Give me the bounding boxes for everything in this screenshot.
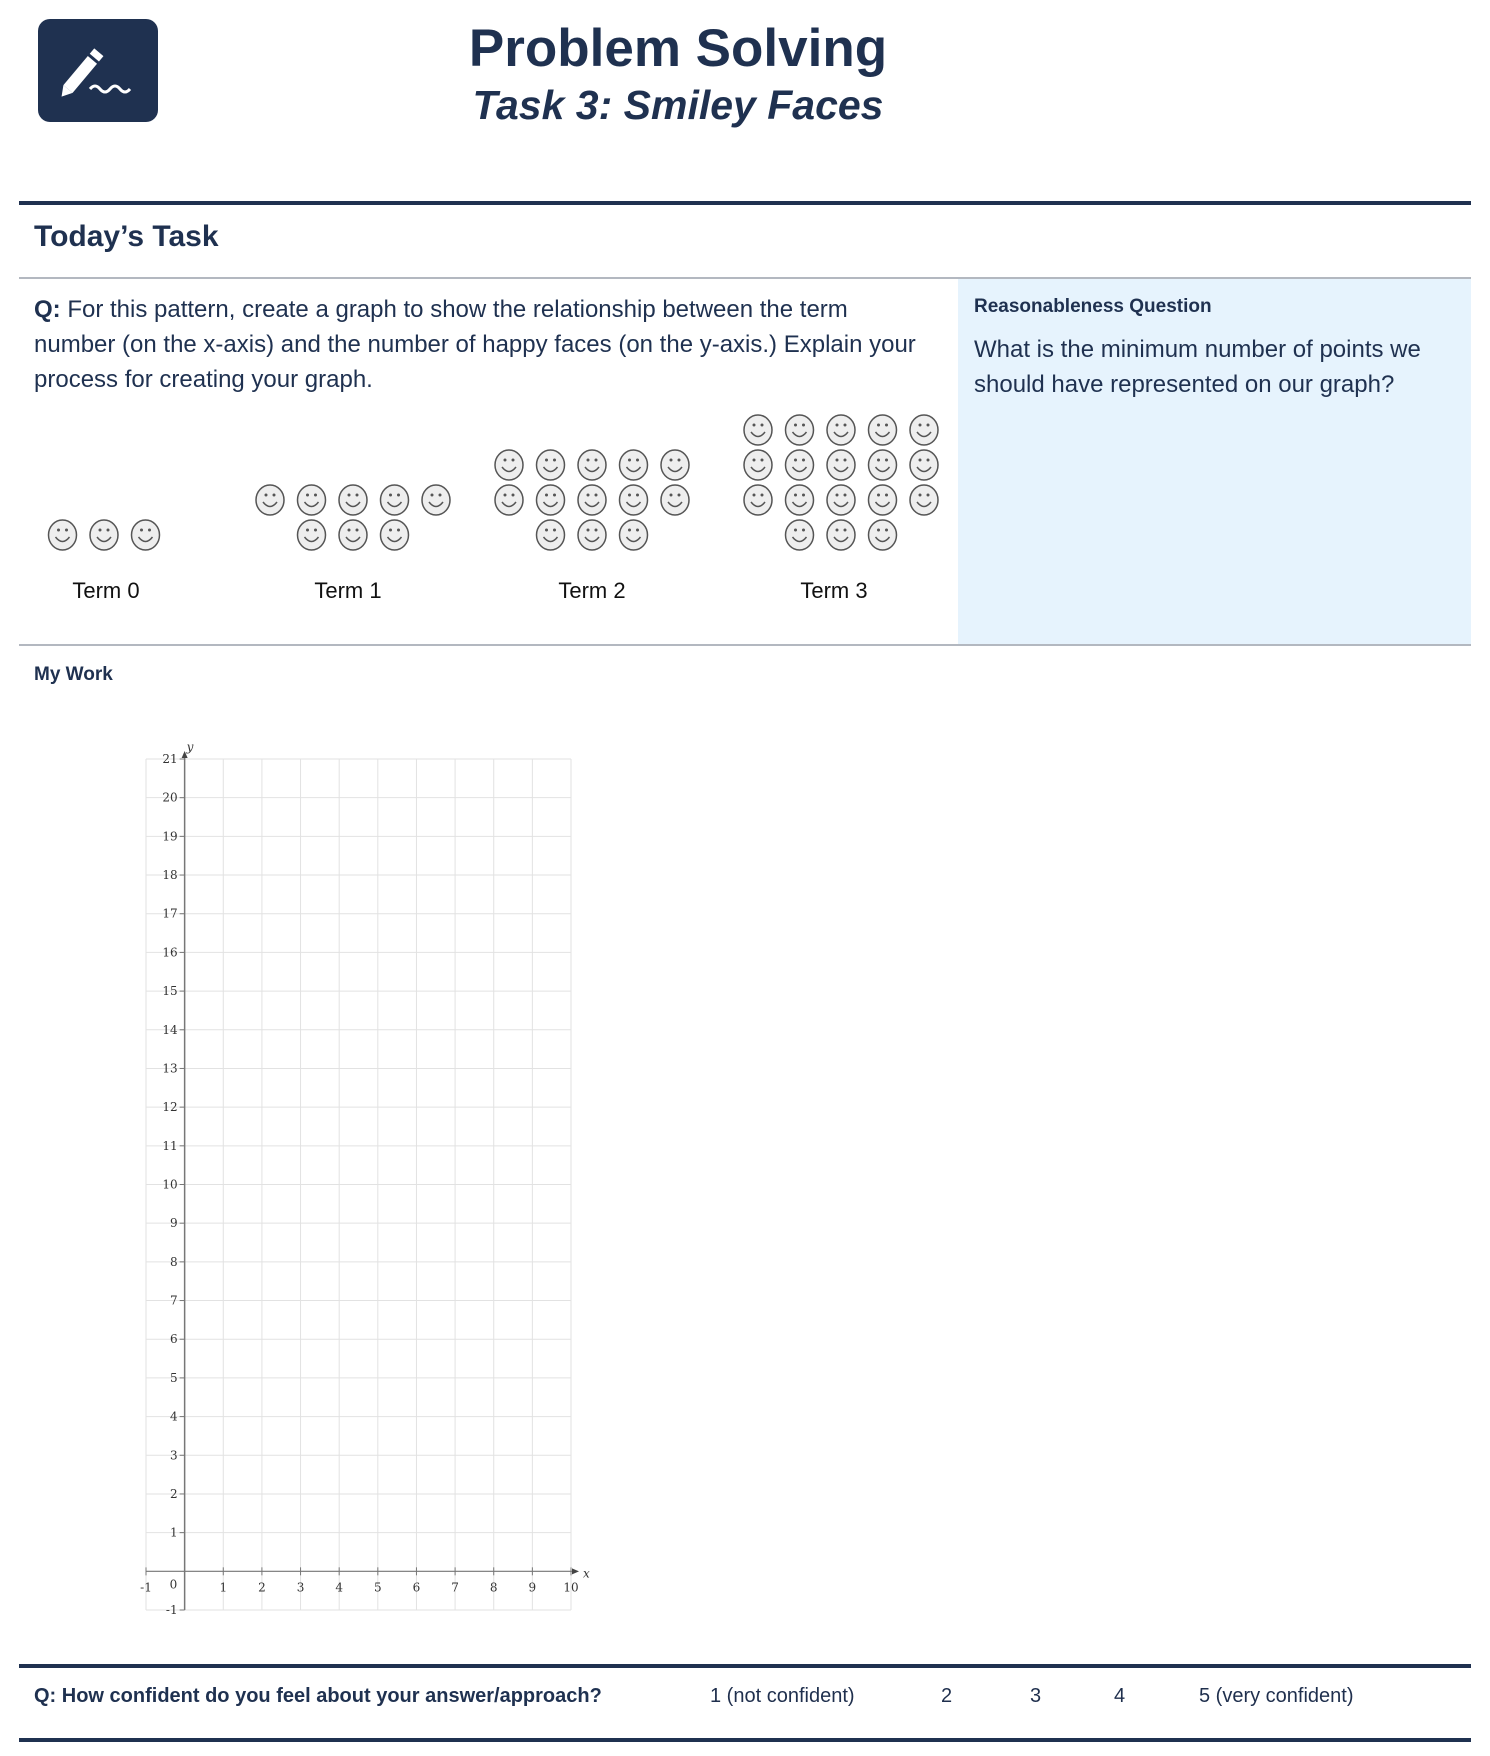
smiley-face-icon (578, 450, 606, 480)
question-prefix: Q: (34, 296, 61, 323)
y-tick-label: -1 (165, 1603, 178, 1617)
smiley-face-icon (620, 450, 648, 480)
x-tick-label: 9 (528, 1580, 537, 1595)
smiley-face-icon (786, 520, 814, 550)
term-label: Term 3 (800, 578, 868, 603)
x-tick-label: 5 (373, 1580, 382, 1595)
smiley-face-icon (786, 415, 814, 445)
smiley-face-icon (339, 520, 367, 550)
y-tick-label: 14 (162, 1022, 178, 1037)
term-label: Term 0 (72, 578, 140, 603)
smiley-face-icon (869, 485, 897, 515)
y-tick-label: 10 (162, 1177, 178, 1192)
y-tick-label: 8 (169, 1254, 178, 1269)
smiley-face-icon (661, 485, 689, 515)
smiley-face-icon (827, 485, 855, 515)
smiley-face-icon (620, 485, 648, 515)
x-axis-label: x (583, 1566, 590, 1581)
x-tick-label: 1 (219, 1580, 228, 1595)
smiley-face-icon (869, 415, 897, 445)
reasonableness-heading: Reasonableness Question (974, 296, 1212, 317)
x-axis-arrow (572, 1568, 579, 1574)
page-subtitle: Task 3: Smiley Faces (472, 82, 884, 128)
smiley-face-icon (578, 485, 606, 515)
term-label: Term 1 (314, 578, 382, 603)
smiley-face-icon (744, 450, 772, 480)
y-tick-label: 19 (162, 829, 178, 844)
smiley-face-icon (49, 520, 77, 550)
smiley-face-icon (495, 450, 523, 480)
x-tick-label: -1 (140, 1580, 152, 1595)
divider (19, 644, 1471, 646)
smiley-face-icon (786, 485, 814, 515)
y-tick-label: 21 (162, 752, 178, 766)
smiley-face-icon (869, 450, 897, 480)
x-tick-label: 0 (169, 1577, 178, 1592)
x-tick-label: 3 (296, 1580, 305, 1595)
smiley-face-icon (744, 415, 772, 445)
confidence-question: Q: How confident do you feel about your answer/approach? (34, 1685, 602, 1707)
smiley-face-icon (869, 520, 897, 550)
page-title: Problem Solving (468, 19, 888, 78)
y-tick-label: 15 (162, 984, 178, 999)
smiley-face-icon (90, 520, 118, 550)
y-tick-label: 18 (162, 868, 178, 883)
y-tick-label: 17 (162, 906, 178, 921)
confidence-option-2[interactable]: 2 (941, 1685, 953, 1707)
y-tick-label: 1 (169, 1525, 178, 1540)
smiley-face-icon (827, 450, 855, 480)
y-tick-label: 4 (169, 1409, 178, 1424)
y-axis-label: y (186, 740, 194, 754)
x-tick-label: 8 (489, 1580, 498, 1595)
smiley-face-icon (910, 450, 938, 480)
section-title: Today’s Task (34, 220, 219, 253)
smiley-face-icon (786, 450, 814, 480)
confidence-option-4[interactable]: 4 (1114, 1685, 1126, 1707)
y-tick-label: 12 (162, 1100, 178, 1115)
smiley-face-icon (537, 520, 565, 550)
y-tick-label: 11 (162, 1138, 178, 1153)
smiley-face-icon (339, 485, 367, 515)
divider (19, 1664, 1471, 1668)
coordinate-grid[interactable] (0, 730, 620, 1630)
smiley-face-icon (422, 485, 450, 515)
y-tick-label: 20 (162, 790, 178, 805)
x-tick-label: 2 (258, 1580, 266, 1595)
confidence-option-1[interactable]: 1 (not confident) (710, 1685, 855, 1707)
smiley-face-icon (537, 450, 565, 480)
y-tick-label: 16 (162, 945, 178, 960)
smiley-face-icon (910, 415, 938, 445)
divider (19, 1738, 1471, 1742)
smiley-face-icon (495, 485, 523, 515)
reasonableness-text: What is the minimum number of points we should have represented on our graph? (974, 336, 1421, 398)
y-tick-label: 9 (169, 1216, 178, 1231)
x-tick-label: 4 (335, 1580, 344, 1595)
smiley-face-icon (298, 520, 326, 550)
y-tick-label: 6 (169, 1332, 178, 1347)
smiley-face-icon (578, 520, 606, 550)
y-tick-label: 7 (169, 1293, 178, 1308)
smiley-face-icon (910, 485, 938, 515)
x-tick-label: 10 (563, 1580, 579, 1595)
y-tick-label: 13 (162, 1061, 178, 1076)
smiley-face-icon (381, 520, 409, 550)
smiley-face-icon (661, 450, 689, 480)
smiley-pattern (0, 0, 960, 650)
smiley-face-icon (256, 485, 284, 515)
question-text: For this pattern, create a graph to show the relationship between the term number (on the x-axis) and the number of happy faces (on the y-axis.) Explain your process for creating your graph. (34, 296, 916, 393)
y-tick-label: 2 (169, 1486, 178, 1501)
smiley-face-icon (132, 520, 160, 550)
x-tick-label: 7 (451, 1580, 459, 1595)
smiley-face-icon (827, 415, 855, 445)
y-tick-label: 3 (169, 1448, 178, 1463)
confidence-option-5[interactable]: 5 (very confident) (1199, 1685, 1354, 1707)
smiley-face-icon (744, 485, 772, 515)
smiley-face-icon (537, 485, 565, 515)
smiley-face-icon (827, 520, 855, 550)
term-label: Term 2 (558, 578, 626, 603)
x-tick-label: 6 (412, 1580, 421, 1595)
smiley-face-icon (381, 485, 409, 515)
confidence-option-3[interactable]: 3 (1030, 1685, 1042, 1707)
smiley-face-icon (298, 485, 326, 515)
y-tick-label: 5 (169, 1370, 178, 1385)
smiley-face-icon (620, 520, 648, 550)
my-work-label: My Work (34, 664, 113, 685)
